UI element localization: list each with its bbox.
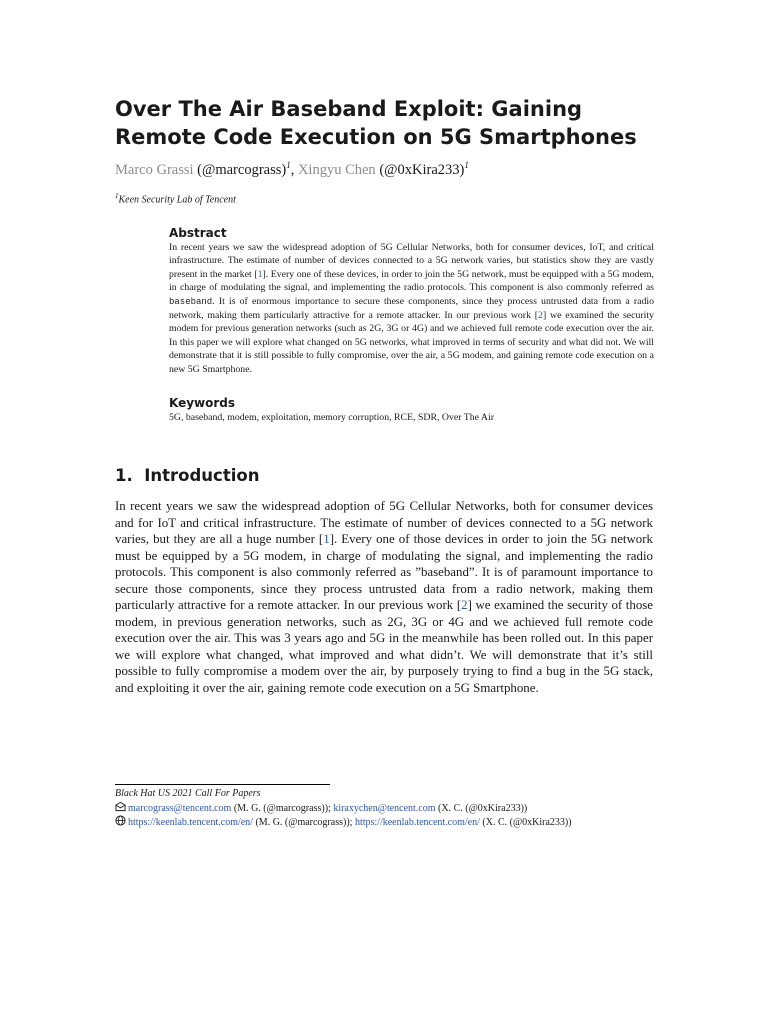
inline-code: baseband bbox=[169, 296, 213, 307]
abstract-heading: Abstract bbox=[169, 226, 227, 240]
website-line bbox=[115, 815, 675, 830]
abstract-text-part: ] we examined the security modem for previous generation networks (such as 2G, 3G or 4G) and we achieved full remote code execution over the air. In this paper we will explore what changed on 5G networks, what improved in terms of security and what did not. We will demonstrate that it is still possible to fully compromise, over the air, a 5G modem, and gaining remote code execution on a new 5G Smartphone. bbox=[169, 310, 654, 375]
affiliation-mark: 1 bbox=[115, 192, 119, 200]
keywords-section bbox=[169, 396, 654, 424]
author-handle: (@0xKira233) bbox=[379, 161, 465, 178]
abstract-text bbox=[169, 241, 654, 376]
author-affil-mark: 1 bbox=[464, 160, 469, 170]
globe-icon bbox=[115, 815, 126, 826]
citation-link[interactable]: 1 bbox=[257, 268, 263, 280]
section-number: 1. bbox=[115, 466, 133, 485]
email-link[interactable]: kiraxychen@tencent.com bbox=[333, 802, 436, 814]
author-2 bbox=[298, 162, 469, 178]
envelope-icon bbox=[115, 801, 126, 812]
author-name[interactable]: Xingyu Chen bbox=[297, 161, 376, 178]
citation-link[interactable]: 2 bbox=[461, 598, 468, 612]
email-link[interactable]: marcograss@tencent.com bbox=[128, 802, 232, 814]
abstract-section bbox=[169, 226, 654, 376]
author-affil-mark: 1 bbox=[286, 160, 291, 170]
email-line bbox=[115, 801, 675, 816]
intro-text-part: ]. Every one of those devices in order to join the 5G network must be equipped by a 5G modem, in charge of modulating the signal, and implementing the radio protocols. This component is also commonly referred as ”baseband”. It is of paramount importance to secure those components, since they process untrusted data from a radio network, making them particularly attractive for a remote attacker. In our previous work [ bbox=[115, 532, 653, 612]
affiliation-text: Keen Security Lab of Tencent bbox=[118, 194, 236, 206]
email-owner: (X. C. (@0xKira233)) bbox=[435, 802, 528, 814]
email-owner: (M. G. (@marcograss)); bbox=[231, 802, 334, 814]
author-name[interactable]: Marco Grassi bbox=[115, 161, 194, 178]
citation-link[interactable]: 1 bbox=[323, 532, 330, 546]
intro-text-part: ] we examined the security of those modem, in previous generation networks, such as 2G, 3G or 4G and we achieved full remote code execution over the air. This was 3 years ago and 5G in the meanwhile has been rolled out. In this paper we will explore what changed, what improved and what didn’t. We will demonstrate that it’s still possible to fully compromise a modem over the air, by purposely trying to find a bug in the 5G stack, and exploiting it over the air, gaining remote code execution on a 5G Smartphone. bbox=[115, 598, 653, 695]
author-line bbox=[115, 160, 469, 179]
introduction-heading bbox=[115, 466, 259, 486]
section-title: Introduction bbox=[144, 466, 260, 485]
author-separator: , bbox=[290, 161, 298, 178]
author-1 bbox=[115, 162, 298, 178]
conference-note: Black Hat US 2021 Call For Papers bbox=[115, 788, 261, 799]
affiliation bbox=[115, 192, 236, 205]
introduction-text bbox=[115, 498, 653, 696]
abstract-text-part: ]. Every one of these devices, in order to join the 5G network, must be equipped with a 5G modem, in charge of modulating the signal, and implementing the radio protocols. This component is also commonly referred as bbox=[169, 268, 654, 294]
citation-link[interactable]: 2 bbox=[538, 310, 543, 322]
abstract-text-part: . It is of enormous importance to secure these components, since they process untrusted data from a radio network, making them particularly attractive for a remote attacker. In our previous work [ bbox=[169, 295, 654, 322]
website-owner: (M. G. (@marcograss)); bbox=[252, 817, 355, 828]
abstract-text-part: In recent years we saw the widespread adoption of 5G Cellular Networks, both for consumer devices, IoT, and critical infrastructure. The estimate of number of devices connected to a 5G network varies, but statistics show they are vastly present in the market [ bbox=[169, 242, 654, 280]
website-link[interactable]: https://keenlab.tencent.com/en/ bbox=[354, 817, 480, 828]
website-owner: (X. C. (@0xKira233)) bbox=[479, 817, 572, 828]
paper-title: Over The Air Baseband Exploit: Gaining Remote Code Execution on 5G Smartphones bbox=[115, 97, 637, 149]
keywords-text: 5G, baseband, modem, exploitation, memory corruption, RCE, SDR, Over The Air bbox=[169, 412, 494, 423]
keywords-heading: Keywords bbox=[169, 396, 236, 410]
footnotes bbox=[115, 787, 675, 830]
intro-text-part: In recent years we saw the widespread adoption of 5G Cellular Networks, both for consumer devices and for IoT and critical infrastructure. The estimate of number of devices connected to a 5G network varies, but they are all a huge number [ bbox=[115, 499, 653, 546]
website-link[interactable]: https://keenlab.tencent.com/en/ bbox=[128, 817, 253, 828]
author-handle: (@marcograss) bbox=[197, 161, 287, 178]
footnote-divider bbox=[115, 784, 330, 785]
